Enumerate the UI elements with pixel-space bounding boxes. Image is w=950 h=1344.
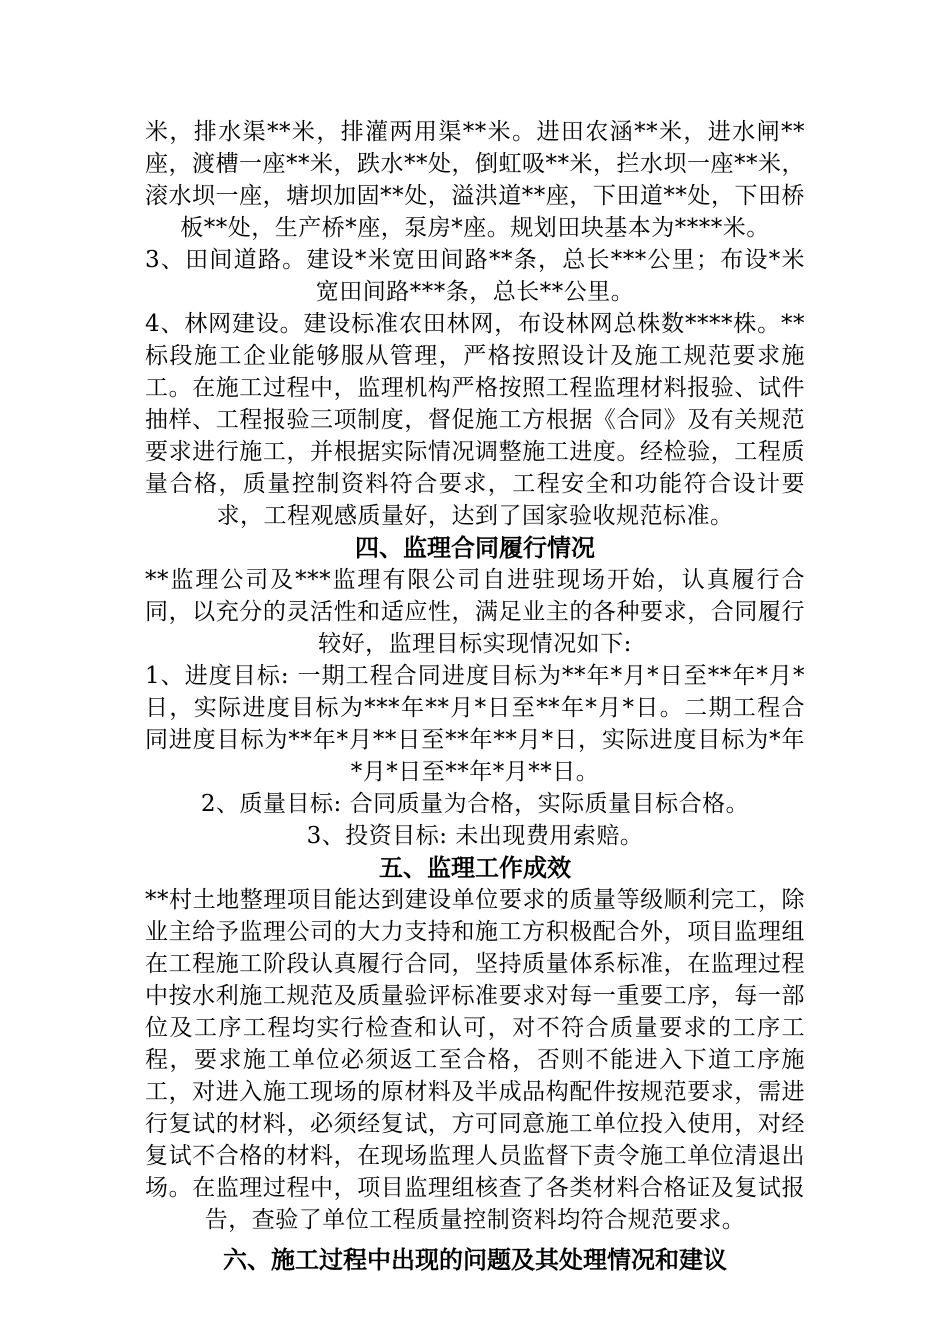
- paragraph-field-roads: 3、田间道路。建设*米宽田间路**条，总长***公里；布设*米宽田间路***条，总长**公里。: [145, 247, 805, 305]
- paragraph-investment-target: 3、投资目标: 未出现费用索赔。: [306, 823, 644, 849]
- paragraph-work-results: **村土地整理项目能达到建设单位要求的质量等级顺利完工，除业主给予监理公司的大力支持和施工方积极配合外，项目监理组在工程施工阶段认真履行合同，坚持质量体系标准，在监理过程中按水利施工规范及质量验评标准要求对每一重要工序，每一部位及工序工程均实行检查和认可，对不符合质量要求的工序工程，要求施工单位必须返工至合格，否则不能进入下道工序施工，对进入施工现场的原材料及半成品构配件按规范要求，需进行复试的材料，必须经复试，方可同意施工单位投入使用，对经复试不合格的材料，在现场监理人员监督下责令施工单位清退出场。在监理过程中，项目监理组核查了各类材料合格证及复试报告，查验了单位工程质量控制资料均符合规范要求。: [145, 887, 805, 1233]
- heading-section-6: 六、施工过程中出现的问题及其处理情况和建议: [223, 1246, 727, 1274]
- paragraph-schedule-target: 1、进度目标: 一期工程合同进度目标为**年*月*日至**年*月*日，实际进度目标为***年**月*日至**年*月*日。二期工程合同进度目标为**年*月**日至**年**月*日，实际进度目标为*年*月*日至**年*月**日。: [145, 663, 805, 785]
- paragraph-contract-performance: **监理公司及***监理有限公司自进驻现场开始，认真履行合同，以充分的灵活性和适应性，满足业主的各种要求，合同履行较好，监理目标实现情况如下:: [145, 567, 805, 657]
- paragraph-quality-target: 2、质量目标: 合同质量为合格，实际质量目标合格。: [200, 791, 750, 817]
- paragraph-forest-network: 4、林网建设。建设标准农田林网，布设林网总株数****株。**标段施工企业能够服从管理，严格按照设计及施工规范要求施工。在施工过程中，监理机构严格按照工程监理材料报验、试件抽样、工程报验三项制度，督促施工方根据《合同》及有关规范要求进行施工，并根据实际情况调整施工进度。经检验，工程质量合格，质量控制资料符合要求，工程安全和功能符合设计要求，工程观感质量好，达到了国家验收规范标准。: [145, 311, 805, 529]
- heading-section-4: 四、监理合同履行情况: [355, 534, 595, 562]
- document-body: [145, 116, 805, 1276]
- paragraph-drainage-works: 米，排水渠**米，排灌两用渠**米。进田农涵**米，进水闸**座，渡槽一座**米，跌水**处，倒虹吸**米，拦水坝一座**米，滚水坝一座，塘坝加固**处，溢洪道**座，下田道**处，下田桥板**处，生产桥*座，泵房*座。规划田块基本为****米。: [145, 119, 805, 241]
- heading-section-5: 五、监理工作成效: [379, 854, 571, 882]
